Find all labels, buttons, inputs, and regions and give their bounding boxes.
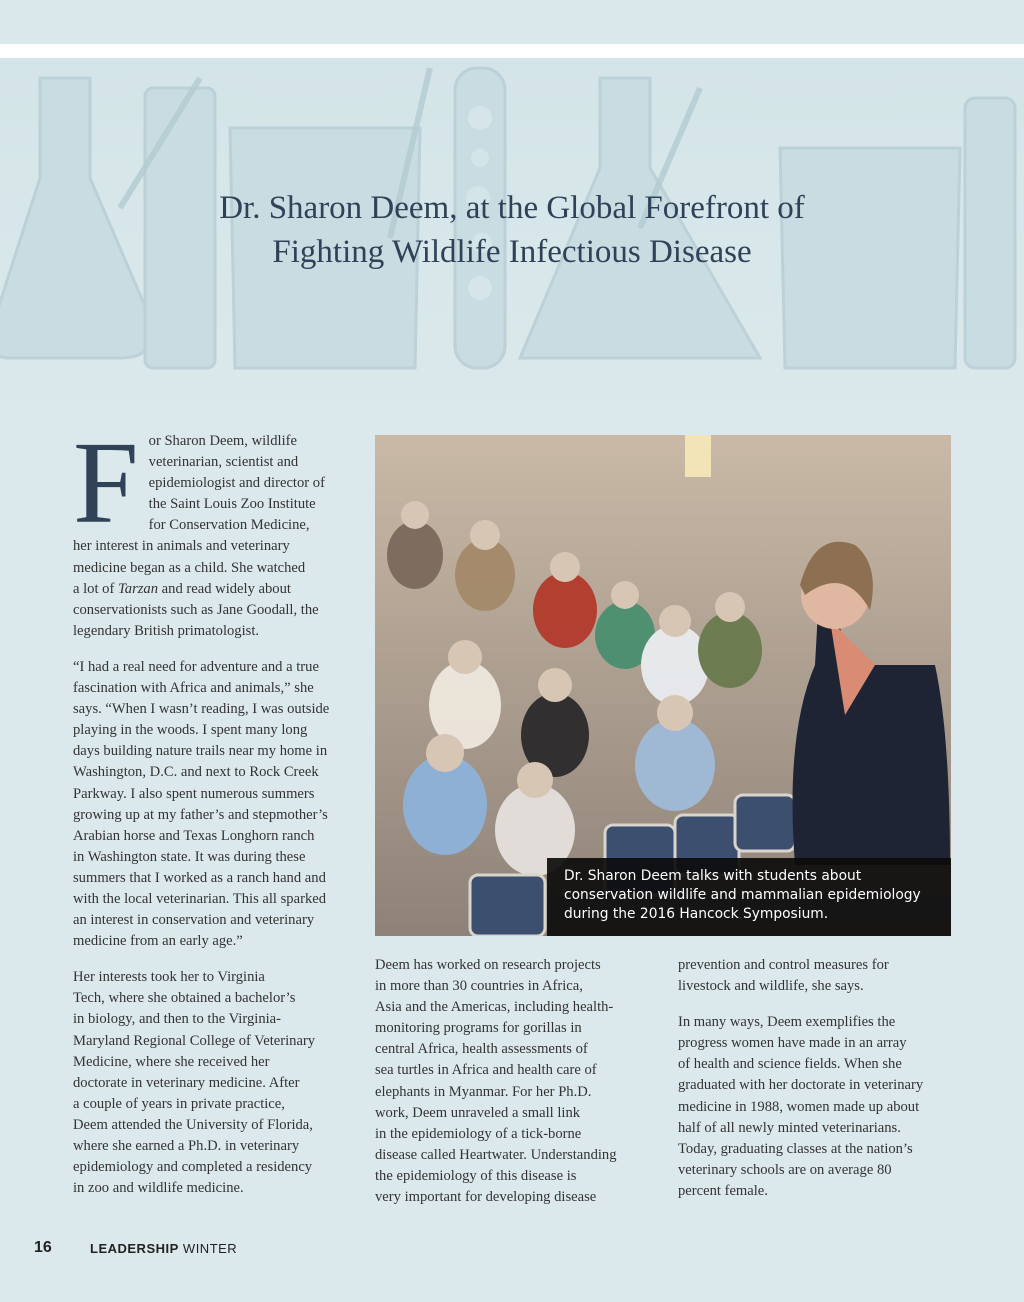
publication-title: LEADERSHIP bbox=[90, 1241, 179, 1256]
text-line: central Africa, health assessments of bbox=[375, 1041, 588, 1058]
text-line: growing up at my father’s and stepmother’s bbox=[73, 806, 328, 823]
text-line: In many ways, Deem exemplifies the bbox=[678, 1014, 896, 1031]
text-line: Arabian horse and Texas Longhorn ranch bbox=[73, 827, 315, 844]
article-column-1 bbox=[73, 417, 358, 1214]
text-line: in zoo and wildlife medicine. bbox=[73, 1180, 244, 1197]
caption-line: during the 2016 Hancock Symposium. bbox=[564, 906, 829, 922]
text-line: days building nature trails near my home in bbox=[73, 743, 328, 760]
text-line: veterinarian, scientist and bbox=[148, 454, 299, 471]
text-line: veterinary schools are on average 80 bbox=[678, 1161, 892, 1178]
education-paragraph bbox=[73, 967, 358, 1199]
caption-line: conservation wildlife and mammalian epidemiology bbox=[564, 887, 921, 903]
text-line: or Sharon Deem, wildlife bbox=[148, 433, 297, 449]
text-line: epidemiology and completed a residency bbox=[73, 1159, 313, 1176]
text-line: Deem attended the University of Florida, bbox=[73, 1116, 313, 1133]
text-line: doctorate in veterinary medicine. After bbox=[73, 1074, 300, 1091]
text-line: conservationists such as Jane Goodall, the bbox=[73, 601, 319, 618]
text-line bbox=[73, 579, 358, 600]
publication-name bbox=[90, 1241, 237, 1256]
text-line: in more than 30 countries in Africa, bbox=[375, 978, 583, 995]
page-footer bbox=[34, 1239, 238, 1257]
text-line: in the epidemiology of a tick-borne bbox=[375, 1125, 582, 1142]
text-line: an interest in conservation and veterinary bbox=[73, 912, 315, 929]
text-fragment: a lot of bbox=[73, 580, 118, 597]
top-band bbox=[0, 0, 1024, 44]
text-line: progress women have made in an array bbox=[678, 1035, 907, 1052]
text-line: with the local veterinarian. This all sparked bbox=[73, 890, 327, 907]
text-line: Deem has worked on research projects bbox=[375, 957, 601, 973]
text-line: Parkway. I also spent numerous summers bbox=[73, 785, 315, 802]
text-line: for Conservation Medicine, bbox=[148, 517, 310, 534]
text-line: medicine began as a child. She watched bbox=[73, 559, 306, 576]
text-line: in Washington state. It was during these bbox=[73, 848, 306, 865]
quote-paragraph bbox=[73, 657, 358, 952]
text-line: playing in the woods. I spent many long bbox=[73, 722, 308, 739]
issue-label: WINTER bbox=[182, 1241, 238, 1256]
page-number: 16 bbox=[34, 1239, 52, 1256]
text-line: disease called Heartwater. Understanding bbox=[375, 1146, 617, 1163]
text-line: “I had a real need for adventure and a true bbox=[73, 658, 319, 675]
article-column-3 bbox=[678, 955, 963, 1217]
text-line: elephants in Myanmar. For her Ph.D. bbox=[375, 1083, 592, 1100]
text-line: livestock and wildlife, she says. bbox=[678, 978, 864, 995]
text-line: her interest in animals and veterinary bbox=[73, 538, 290, 555]
text-line: sea turtles in Africa and health care of bbox=[375, 1062, 597, 1079]
progress-paragraph bbox=[678, 1012, 963, 1202]
research-paragraph bbox=[375, 955, 660, 1208]
text-line: the epidemiology of this disease is bbox=[375, 1167, 577, 1184]
photo-caption bbox=[547, 858, 951, 936]
article-column-2 bbox=[375, 955, 660, 1223]
text-line: prevention and control measures for bbox=[678, 957, 889, 973]
text-line: the Saint Louis Zoo Institute bbox=[148, 496, 316, 513]
text-line: epidemiologist and director of bbox=[148, 475, 325, 492]
text-line: Tech, where she obtained a bachelor’s bbox=[73, 990, 296, 1007]
text-line: percent female. bbox=[678, 1182, 768, 1199]
text-line: Maryland Regional College of Veterinary bbox=[73, 1032, 316, 1049]
text-line: Her interests took her to Virginia bbox=[73, 969, 265, 986]
text-line: Asia and the Americas, including health- bbox=[375, 999, 614, 1016]
caption-line: Dr. Sharon Deem talks with students about bbox=[564, 868, 862, 884]
book-title: Tarzan bbox=[118, 580, 159, 597]
text-line: fascination with Africa and animals,” she bbox=[73, 680, 314, 697]
intro-paragraph bbox=[73, 417, 358, 642]
text-line: Today, graduating classes at the nation’s bbox=[678, 1140, 913, 1157]
text-line: in biology, and then to the Virginia- bbox=[73, 1011, 282, 1028]
text-line: medicine from an early age.” bbox=[73, 933, 243, 950]
text-line: a couple of years in private practice, bbox=[73, 1095, 285, 1112]
title-line: Fighting Wildlife Infectious Disease bbox=[272, 234, 752, 270]
title-line: Dr. Sharon Deem, at the Global Forefront of bbox=[219, 190, 805, 226]
text-line: of health and science fields. When she bbox=[678, 1056, 902, 1073]
text-line: medicine in 1988, women made up about bbox=[678, 1098, 920, 1115]
text-line: half of all newly minted veterinarians. bbox=[678, 1119, 901, 1136]
text-line: where she earned a Ph.D. in veterinary bbox=[73, 1138, 300, 1154]
text-line: graduated with her doctorate in veterinary bbox=[678, 1077, 924, 1094]
text-line: legendary British primatologist. bbox=[73, 622, 260, 639]
drop-cap: F bbox=[73, 417, 139, 548]
text-fragment: and read widely about bbox=[158, 580, 291, 597]
text-line: monitoring programs for gorillas in bbox=[375, 1020, 582, 1037]
text-line: work, Deem unraveled a small link bbox=[375, 1104, 581, 1121]
text-line: very important for developing disease bbox=[375, 1189, 597, 1206]
article-title bbox=[112, 186, 912, 274]
text-line: Washington, D.C. and next to Rock Creek bbox=[73, 764, 319, 781]
text-line: Medicine, where she received her bbox=[73, 1053, 270, 1070]
text-line: summers that I worked as a ranch hand and bbox=[73, 869, 326, 886]
continuation-paragraph bbox=[678, 955, 963, 997]
text-line: says. “When I wasn’t reading, I was outside bbox=[73, 701, 330, 718]
top-rule bbox=[0, 44, 1024, 58]
